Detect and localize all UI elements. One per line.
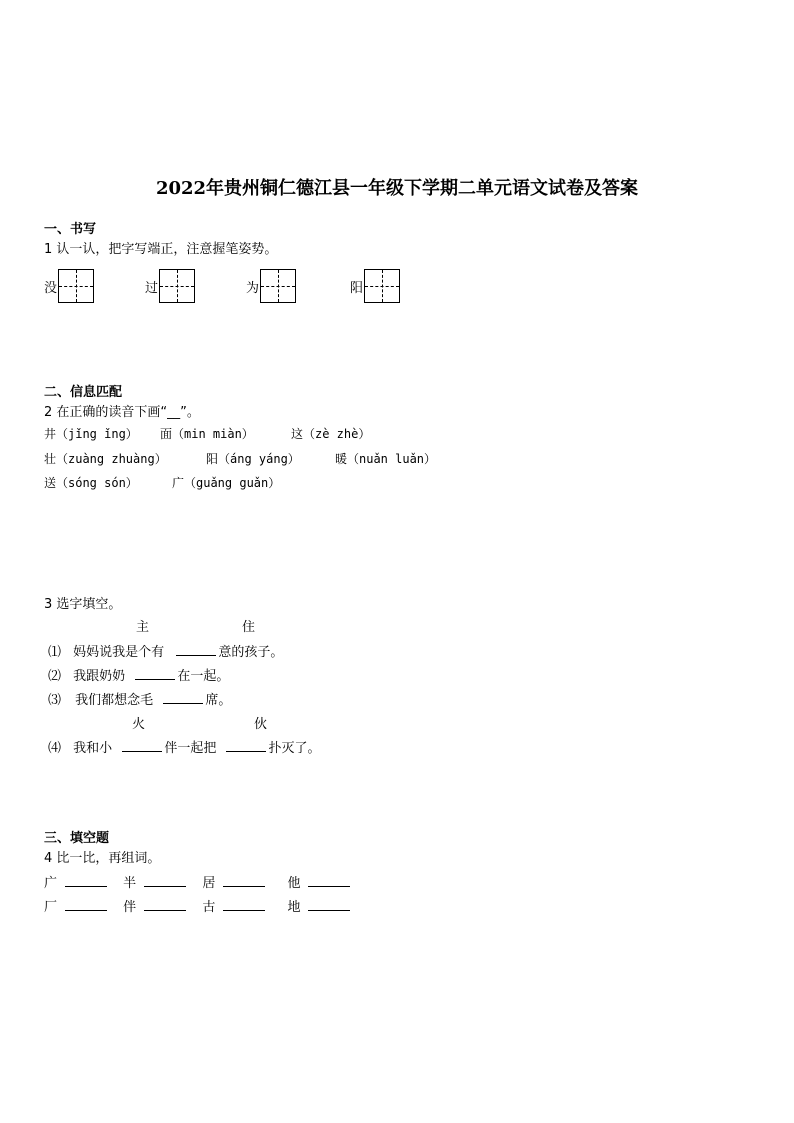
section-heading-fill: 三、填空题 — [44, 831, 110, 846]
question-1: 1 认一认，把字写端正，注意握笔姿势。 — [44, 242, 278, 257]
answer-blank[interactable] — [65, 872, 107, 887]
item-number: ⑴ — [48, 645, 62, 660]
pinyin-item[interactable]: 面（min miàn） — [160, 427, 254, 441]
answer-blank[interactable] — [223, 872, 265, 887]
item-text: 我和小 — [73, 741, 113, 756]
fill-item-4 — [48, 737, 320, 756]
item-number: ⑵ — [48, 669, 62, 684]
answer-blank[interactable] — [144, 872, 186, 887]
pinyin-item[interactable]: 送（sóng són） — [44, 476, 138, 490]
compare-char: 居 — [202, 876, 216, 891]
compare-char: 地 — [287, 900, 301, 915]
answer-blank[interactable] — [65, 896, 107, 911]
compare-char: 他 — [287, 876, 301, 891]
pinyin-item[interactable]: 壮（zuàng zhuàng） — [44, 452, 167, 466]
writing-grid-2[interactable] — [145, 269, 195, 303]
answer-blank[interactable] — [135, 665, 175, 680]
answer-blank[interactable] — [144, 896, 186, 911]
tianzige-box[interactable] — [260, 269, 296, 303]
pinyin-item[interactable]: 这（zè zhè） — [291, 427, 371, 441]
tianzige-box[interactable] — [364, 269, 400, 303]
question-3: 3 选字填空。 — [44, 597, 122, 612]
item-number: ⑶ — [48, 693, 62, 708]
grid-char: 阳 — [350, 280, 364, 296]
answer-blank[interactable] — [223, 896, 265, 911]
section-heading-matching: 二、信息匹配 — [44, 385, 123, 400]
item-text: 扑灭了。 — [268, 741, 321, 756]
item-text: 妈妈说我是个有 — [73, 645, 165, 660]
writing-grid-3[interactable] — [246, 269, 296, 303]
answer-blank[interactable] — [122, 737, 162, 752]
fill-item-1 — [48, 641, 283, 660]
item-text: 我跟奶奶 — [73, 669, 126, 684]
item-text: 我们都想念毛 — [75, 693, 154, 708]
item-number: ⑷ — [48, 741, 62, 756]
grid-char: 为 — [246, 280, 260, 296]
item-text: 伴一起把 — [164, 741, 217, 756]
option-char: 住 — [242, 620, 256, 635]
grid-char: 过 — [145, 280, 159, 296]
pinyin-item[interactable]: 广（guǎng guǎn） — [172, 476, 281, 490]
item-text: 在一起。 — [177, 669, 230, 684]
compare-char: 古 — [202, 900, 216, 915]
compare-char: 半 — [123, 876, 137, 891]
option-char: 火 — [132, 717, 146, 732]
pinyin-item[interactable]: 井（jǐng ǐng） — [44, 427, 138, 441]
writing-grid-1[interactable] — [44, 269, 94, 303]
compare-char: 伴 — [123, 900, 137, 915]
section-heading-writing: 一、书写 — [44, 222, 97, 237]
compare-char: 广 — [44, 876, 58, 891]
page-title: 2022年贵州铜仁德江县一年级下学期二单元语文试卷及答案 — [155, 178, 639, 199]
grid-char: 没 — [44, 280, 58, 296]
answer-blank[interactable] — [308, 896, 350, 911]
option-char: 主 — [136, 620, 150, 635]
answer-blank[interactable] — [226, 737, 266, 752]
question-2: 2 在正确的读音下画“__”。 — [44, 405, 200, 420]
word-row-1 — [44, 872, 352, 891]
pinyin-item[interactable]: 阳（áng yáng） — [206, 452, 300, 466]
option-char: 伙 — [254, 717, 268, 732]
answer-blank[interactable] — [308, 872, 350, 887]
word-row-2 — [44, 896, 352, 915]
pinyin-item[interactable]: 暖（nuǎn luǎn） — [335, 452, 437, 466]
item-text: 意的孩子。 — [218, 645, 284, 660]
question-4: 4 比一比，再组词。 — [44, 851, 161, 866]
answer-blank[interactable] — [176, 641, 216, 656]
writing-grid-4[interactable] — [350, 269, 400, 303]
compare-char: 厂 — [44, 900, 58, 915]
answer-blank[interactable] — [163, 689, 203, 704]
fill-item-2 — [48, 665, 229, 684]
fill-item-3 — [48, 689, 231, 708]
tianzige-box[interactable] — [58, 269, 94, 303]
item-text: 席。 — [205, 693, 232, 708]
tianzige-box[interactable] — [159, 269, 195, 303]
